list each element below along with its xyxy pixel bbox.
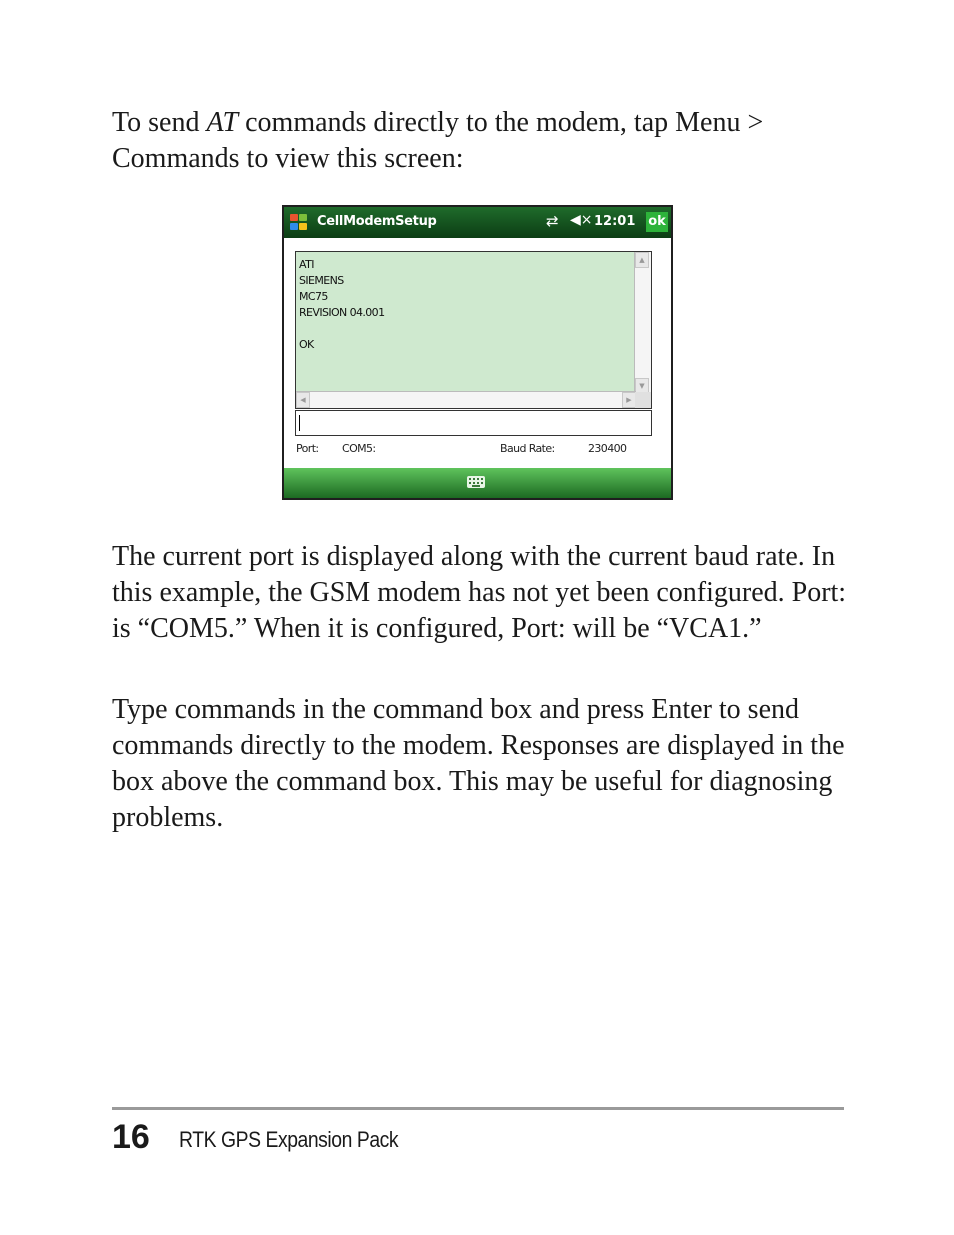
response-line: MC75: [299, 290, 328, 303]
scroll-corner: [635, 392, 651, 408]
clock[interactable]: 12:01: [594, 214, 636, 229]
ok-button[interactable]: ok: [646, 212, 668, 232]
running-title: RTK GPS Expansion Pack: [179, 1127, 399, 1152]
baud-rate-value: 230400: [588, 442, 627, 455]
response-text: [299, 257, 384, 353]
response-line: OK: [299, 338, 314, 351]
scroll-right-icon[interactable]: ▶: [622, 392, 636, 408]
app-title: CellModemSetup: [317, 214, 437, 229]
response-line: [299, 321, 384, 337]
response-line: REVISION 04.001: [299, 306, 385, 319]
page-number: 16: [112, 1118, 150, 1156]
port-value: COM5:: [342, 442, 376, 455]
at-emphasis: AT: [206, 107, 239, 138]
port-description-paragraph: The current port is displayed along with the current baud rate. In this example, the GSM modem has not yet been configured. Port: is “COM5.” When it is configured, Port: will be “VCA1.”: [112, 541, 847, 644]
speaker-muted-icon[interactable]: ◀×: [570, 212, 593, 228]
scroll-left-icon[interactable]: ◀: [296, 392, 310, 408]
windows-flag-icon[interactable]: [290, 214, 308, 231]
title-bar: [284, 207, 671, 238]
scroll-up-icon[interactable]: ▲: [635, 252, 649, 268]
footer-rule: [112, 1107, 844, 1110]
intro-paragraph: [112, 105, 847, 177]
command-description-paragraph: Type commands in the command box and press Enter to send commands directly to the modem. Responses are displayed in the box above the command box. This may be useful for diagnosing problems.: [112, 694, 845, 833]
scroll-down-icon[interactable]: ▼: [635, 378, 649, 394]
cell-modem-setup-screenshot: [282, 205, 673, 500]
response-box[interactable]: [295, 251, 652, 409]
baud-rate-label: Baud Rate:: [500, 442, 555, 455]
command-input[interactable]: [295, 410, 652, 436]
intro-text-before: To send: [112, 107, 207, 138]
text-caret: [299, 415, 300, 431]
status-row: [296, 442, 656, 458]
response-line: ATI: [299, 258, 314, 271]
vertical-scrollbar[interactable]: [634, 252, 651, 394]
soft-key-bar: [284, 468, 671, 498]
keyboard-icon[interactable]: [467, 476, 485, 488]
port-label: Port:: [296, 442, 319, 455]
connectivity-arrows-icon[interactable]: ⇄: [546, 212, 559, 230]
intro-text-after: commands directly to the modem, tap Menu > Commands to view this screen:: [112, 107, 764, 174]
response-line: SIEMENS: [299, 274, 344, 287]
horizontal-scrollbar[interactable]: [296, 391, 636, 408]
